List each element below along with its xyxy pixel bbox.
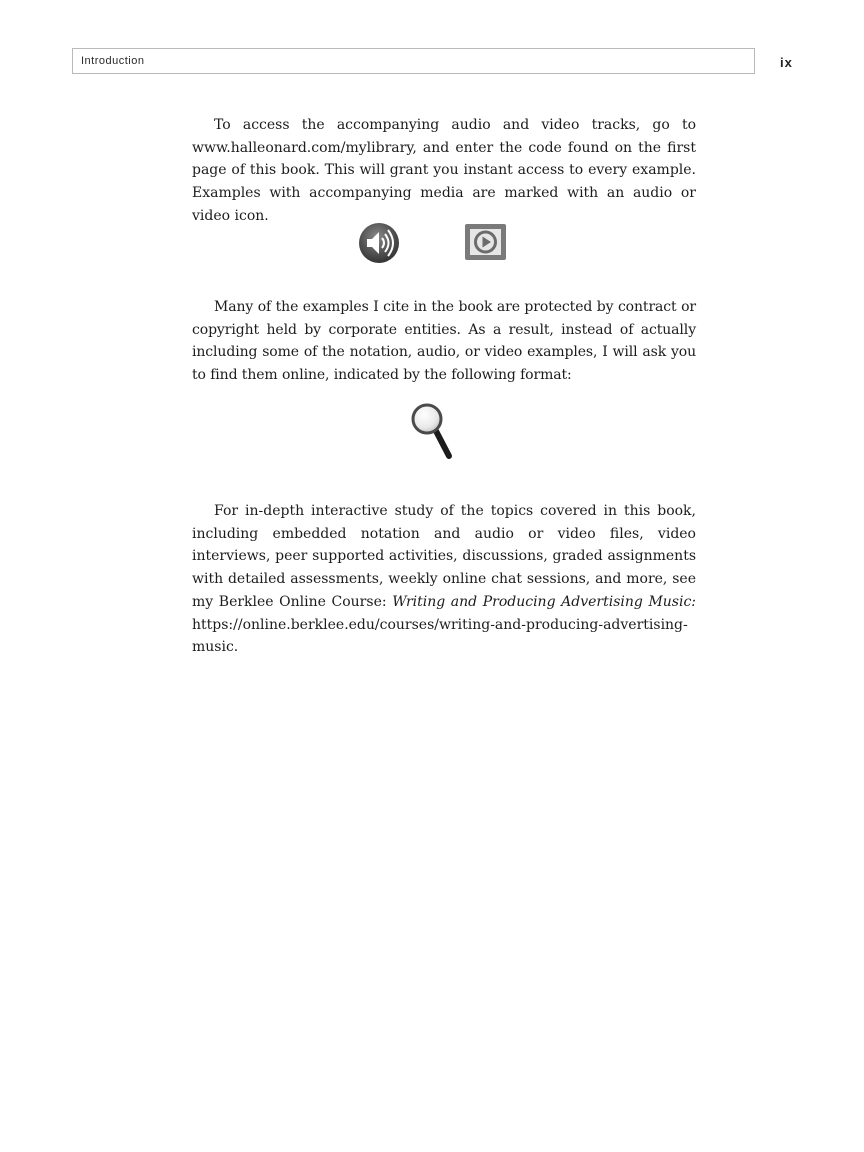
- running-header: [72, 48, 755, 74]
- course-url[interactable]: https://online.berklee.edu/courses/writing-and-producing-advertising-music.: [192, 616, 688, 656]
- paragraph-media-access: To access the accompanying audio and video tracks, go to www.halleonard.com/mylibrary, and enter the code found on the first page of this book. This will grant you instant access to every example. Examples with accompanying media are marked with an audio or video icon.: [192, 117, 696, 224]
- paragraph-online-examples: Many of the examples I cite in the book are protected by contract or copyright held by corporate entities. As a result, instead of actually including some of the notation, audio, or video examples, I will ask you to find them online, indicated by the following format:: [192, 299, 696, 384]
- page-number: ix: [780, 55, 793, 70]
- video-icon: [464, 223, 507, 261]
- course-title: Writing and Producing Advertising Music:: [392, 593, 697, 610]
- magnifying-glass-icon: [408, 401, 456, 461]
- section-title: Introduction: [81, 55, 145, 67]
- paragraph-online-course: [192, 500, 696, 659]
- course-intro-text: For in-depth interactive study of the topics covered in this book, including embedded notation and audio or video files, video interviews, peer supported activities, discussions, graded assignments with detailed assessments, weekly online chat sessions, and more, see my Berklee Online Course:: [192, 503, 696, 610]
- audio-icon: [357, 221, 401, 265]
